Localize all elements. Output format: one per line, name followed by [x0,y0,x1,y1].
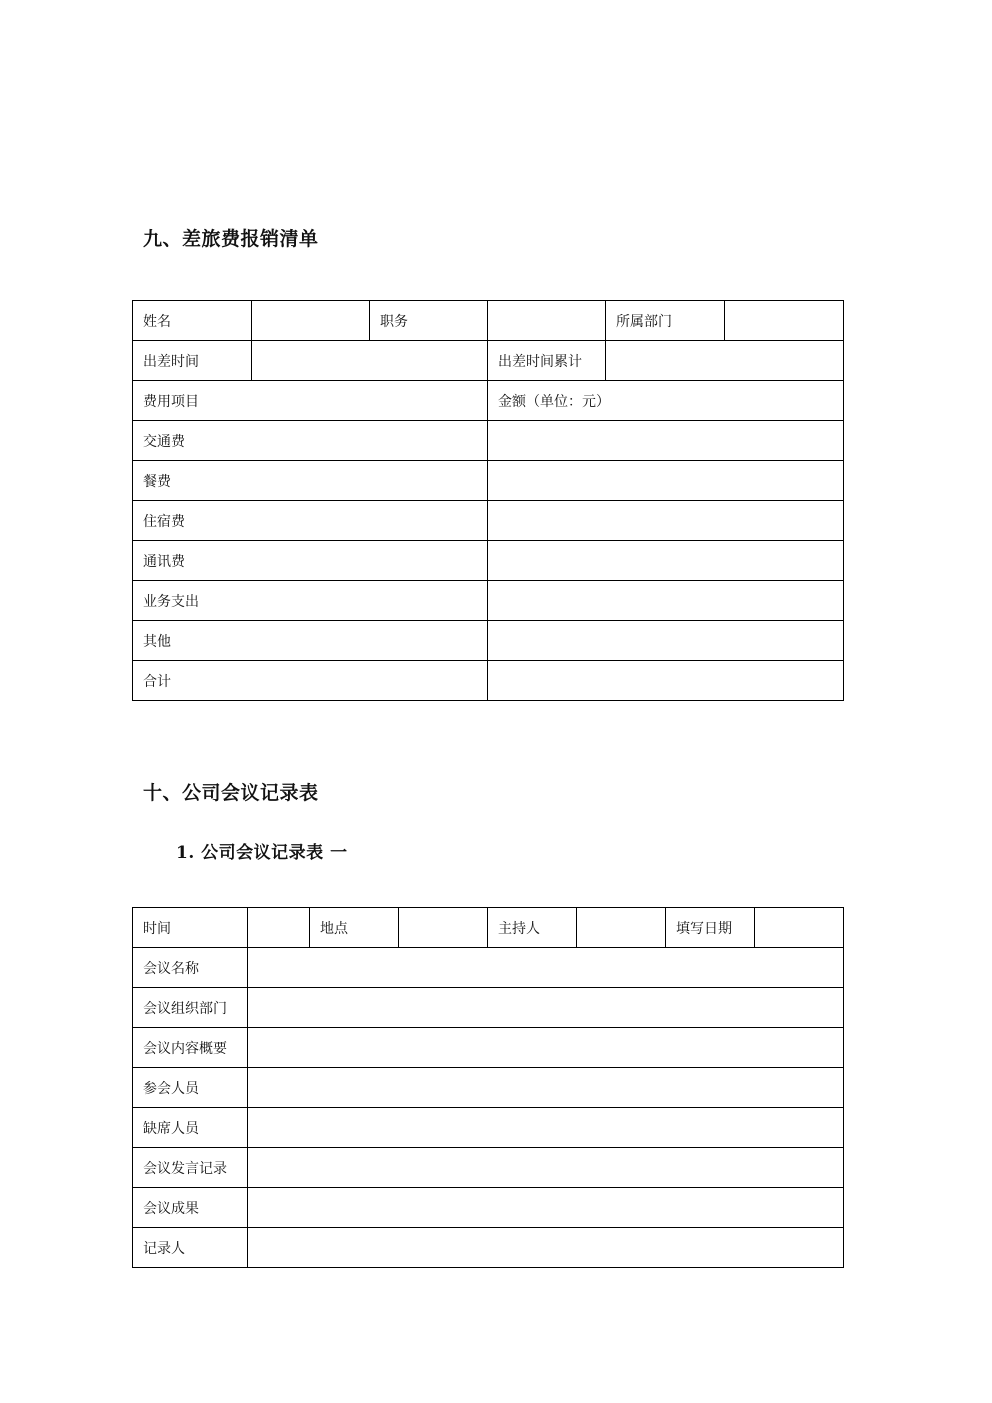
meeting-subtitle: 1. 公司会议记录表 一 [176,843,348,863]
expense-amount-field[interactable] [488,501,844,541]
table-row [133,301,844,341]
meeting-row-field[interactable] [248,1228,844,1268]
time-field[interactable] [248,908,310,948]
expense-item-header: 费用项目 [133,381,488,421]
table-row [133,1108,844,1148]
table-row [133,1148,844,1188]
expense-item-label: 其他 [133,621,488,661]
trip-time-field[interactable] [252,341,488,381]
travel-expense-table [132,300,844,701]
expense-item-label: 餐费 [133,461,488,501]
place-label: 地点 [310,908,399,948]
host-field[interactable] [577,908,666,948]
table-row [133,988,844,1028]
meeting-row-field[interactable] [248,1028,844,1068]
table-row [133,1068,844,1108]
table-row [133,1228,844,1268]
expense-section-title: 九、差旅费报销清单 [143,228,319,250]
meeting-row-field[interactable] [248,1188,844,1228]
meeting-row-field[interactable] [248,988,844,1028]
department-label: 所属部门 [606,301,725,341]
expense-amount-field[interactable] [488,421,844,461]
meeting-row-field[interactable] [248,1108,844,1148]
table-row [133,948,844,988]
meeting-row-label: 会议成果 [133,1188,248,1228]
host-label: 主持人 [488,908,577,948]
name-label: 姓名 [133,301,252,341]
fill-date-label: 填写日期 [666,908,755,948]
time-label: 时间 [133,908,248,948]
meeting-row-label: 缺席人员 [133,1108,248,1148]
expense-total-field[interactable] [488,661,844,701]
name-field[interactable] [252,301,370,341]
expense-total-label: 合计 [133,661,488,701]
table-row [133,621,844,661]
table-row [133,541,844,581]
expense-item-label: 交通费 [133,421,488,461]
expense-amount-field[interactable] [488,541,844,581]
table-row [133,381,844,421]
meeting-row-label: 会议内容概要 [133,1028,248,1068]
table-row [133,1028,844,1068]
position-label: 职务 [370,301,488,341]
table-row [133,421,844,461]
meeting-row-label: 会议组织部门 [133,988,248,1028]
meeting-section-title: 十、公司会议记录表 [143,782,319,804]
position-field[interactable] [488,301,606,341]
table-row [133,341,844,381]
department-field[interactable] [725,301,844,341]
expense-amount-field[interactable] [488,581,844,621]
place-field[interactable] [399,908,488,948]
meeting-row-label: 会议发言记录 [133,1148,248,1188]
trip-time-label: 出差时间 [133,341,252,381]
table-row [133,908,844,948]
meeting-row-label: 参会人员 [133,1068,248,1108]
expense-amount-field[interactable] [488,461,844,501]
fill-date-field[interactable] [755,908,844,948]
table-row [133,461,844,501]
meeting-row-field[interactable] [248,1148,844,1188]
table-row [133,1188,844,1228]
expense-item-label: 住宿费 [133,501,488,541]
trip-total-field[interactable] [606,341,844,381]
meeting-record-table [132,907,844,1268]
trip-total-label: 出差时间累计 [488,341,606,381]
meeting-row-label: 会议名称 [133,948,248,988]
meeting-row-label: 记录人 [133,1228,248,1268]
table-row [133,581,844,621]
expense-item-label: 通讯费 [133,541,488,581]
expense-item-label: 业务支出 [133,581,488,621]
table-row [133,661,844,701]
table-row [133,501,844,541]
expense-amount-field[interactable] [488,621,844,661]
meeting-row-field[interactable] [248,948,844,988]
amount-header: 金额（单位：元） [488,381,844,421]
meeting-row-field[interactable] [248,1068,844,1108]
